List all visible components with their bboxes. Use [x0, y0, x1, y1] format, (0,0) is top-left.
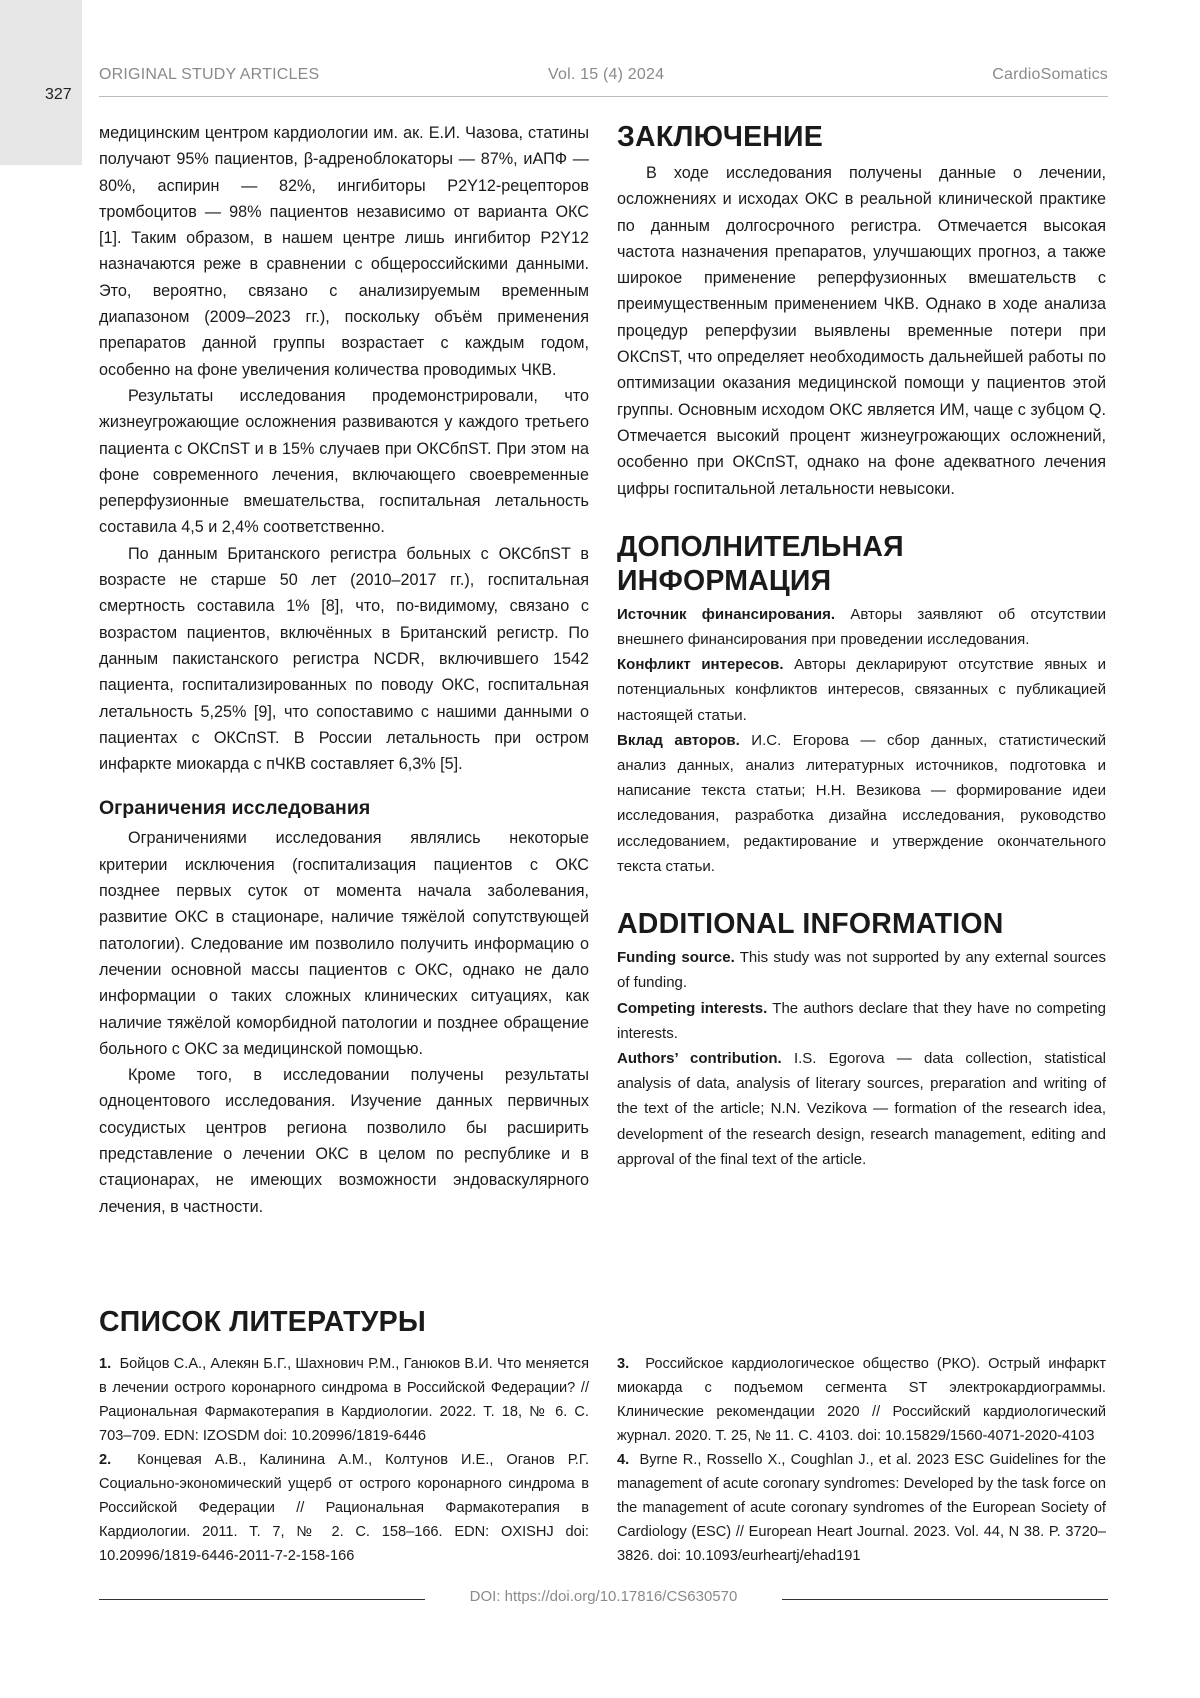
header-journal: CardioSomatics — [992, 66, 1108, 83]
reference-item — [617, 1448, 1106, 1568]
page-footer — [99, 1588, 1108, 1612]
footer-rule-right — [782, 1599, 1108, 1600]
reference-number: 1. — [99, 1356, 112, 1372]
conflict-ru — [617, 652, 1106, 728]
funding-ru-label: Источник финансирования. — [617, 605, 836, 623]
contrib-ru-label: Вклад авторов. — [617, 731, 740, 749]
contrib-en-text: I.S. Egorova — data collection, statistical analysis of data, analysis of literary sources, preparation and writing of the text of the article; N.N. Vezikova — formation of the research idea, development of the research design, research management, editing and approval of the final text of the article. — [617, 1049, 1107, 1168]
reference-item — [99, 1448, 589, 1568]
references-heading: СПИСОК ЛИТЕРАТУРЫ — [99, 1306, 426, 1338]
body-paragraph: Кроме того, в исследовании получены результаты одноцентового исследования. Изучение данных первичных сосудистых центров региона позволило бы расширить представление о лечении ОКС в целом по республике и в стационарах, не имеющих возможности эндоваскулярного лечения, в частности. — [99, 1066, 589, 1216]
reference-number: 2. — [99, 1452, 112, 1468]
conflict-en-label: Competing interests. — [617, 999, 768, 1017]
running-header — [99, 66, 1108, 90]
reference-text: Byrne R., Rossello X., Coughlan J., et al. 2023 ESC Guidelines for the management of acute coronary syndromes: Developed by the task force on the management of acute coronary syndromes of the European Society of Cardiology (ESC) // European Heart Journal. 2023. Vol. 44, N 38. P. 3720–3826. doi: 10.1093/eurheartj/ehad191 — [617, 1452, 1106, 1564]
contrib-ru — [617, 728, 1106, 879]
funding-en-label: Funding source. — [617, 949, 735, 967]
page-side-tab — [0, 0, 82, 165]
additional-info-en-heading: ADDITIONAL INFORMATION — [617, 908, 1004, 941]
funding-ru-text: Авторы заявляют об отсутствии внешнего финансирования при проведении исследования. — [617, 605, 1106, 649]
limitations-heading: Ограничения исследования — [99, 797, 371, 820]
conclusion-paragraph: В ходе исследования получены данные о лечении, осложнениях и исходах ОКС в реальной клинической практике по данным долгосрочного регистра. Отмечается высокая частота назначения препаратов, улучшающих прогноз, а также широкое применение реперфузионных вмешательств с преимущественным применением ЧКВ. Однако в ходе анализа процедур реперфузии выявлены временные потери при ОКСпST, что определяет необходимость дальнейшей работы по оптимизации оказания медицинской помощи у пациентов этой группы. Основным исходом ОКС является ИМ, чаще с зубцом Q. Отмечается высокий процент жизнеугрожающих осложнений, особенно при ОКСпST, однако на фоне адекватного лечения цифры госпитальной летальности невысоки. — [617, 164, 1106, 498]
additional-info-ru-heading: ДОПОЛНИТЕЛЬНАЯ ИНФОРМАЦИЯ — [617, 530, 904, 597]
left-column — [99, 120, 589, 1220]
body-paragraph: Ограничениями исследования являлись некоторые критерии исключения (госпитализация пациентов с ОКС позднее первых суток от момента начала заболевания, развитие ОКС в стационаре, наличие тяжёлой сопутствующей патологии). Следование им позволило получить информацию о лечении основной массы пациентов с ОКС, однако не дало информации о таких сложных клинических ситуациях, как наличие тяжёлой коморбидной патологии и позднее обращение больного с ОКС за медицинской помощью. — [99, 829, 589, 1058]
conflict-en — [617, 996, 1106, 1046]
right-column — [617, 120, 1106, 1172]
references-right — [617, 1352, 1106, 1568]
body-paragraph: По данным Британского регистра больных с ОКСбпST в возрасте не старше 50 лет (2010–2017 гг.), госпитальная смертность составила 1% [8], что, по-видимому, связано с возрастом пациентов, включённых в Британский регистр. По данным пакистанского регистра NCDR, включившего 1542 пациента, госпитализированных по поводу ОКС, госпитальная летальность 5,25% [9], что сопоставимо с нашими данными о пациентах с ОКСпST. В России летальность при остром инфаркте миокарда с пЧКВ составляет 6,3% [5]. — [99, 544, 589, 774]
reference-number: 3. — [617, 1356, 630, 1372]
additional-info-ru — [617, 602, 1106, 879]
references-left — [99, 1352, 589, 1568]
body-paragraph: Результаты исследования продемонстрировали, что жизнеугрожающие осложнения развиваются у каждого третьего пациента с ОКСпST и в 15% случаев при ОКСбпST. При этом на фоне современного лечения, включающего своевременные реперфузионные вмешательства, госпитальная летальность составила 4,5 и 2,4% соответственно. — [99, 386, 589, 537]
contrib-ru-text: И.С. Егорова — сбор данных, статистический анализ данных, анализ литературных источников, подготовка и написание текста статьи; Н.Н. Везикова — формирование идеи исследования, разработка дизайна исследования, руководство исследованием, редактирование и утверждение окончательного текста статьи. — [617, 731, 1107, 875]
contrib-en-label: Authors’ contribution. — [617, 1049, 782, 1067]
funding-en-text: This study was not supported by any external sources of funding. — [617, 949, 1107, 992]
header-section: ORIGINAL STUDY ARTICLES — [99, 66, 320, 83]
reference-number: 4. — [617, 1452, 630, 1468]
footer-doi: DOI: https://doi.org/10.17816/CS630570 — [469, 1588, 738, 1605]
reference-text: Бойцов С.А., Алекян Б.Г., Шахнович Р.М., Ганюков В.И. Что меняется в лечении острого коронарного синдрома в Российской Федерации? // Рациональная Фармакотерапия в Кардиологии. 2022. Т. 18, № 6. С. 703–709. EDN: IZOSDM doi: 10.20996/1819-6446 — [99, 1356, 590, 1444]
funding-en — [617, 945, 1106, 995]
funding-ru — [617, 602, 1106, 652]
reference-item — [617, 1352, 1106, 1448]
contrib-en — [617, 1046, 1106, 1172]
header-volume: Vol. 15 (4) 2024 — [548, 66, 665, 83]
reference-text: Российское кардиологическое общество (РКО). Острый инфаркт миокарда с подъемом сегмента ST электрокардиограммы. Клинические рекомендации 2020 // Российский кардиологический журнал. 2020. Т. 25, № 11. С. 4103. doi: 10.15829/1560-4071-2020-4103 — [617, 1356, 1107, 1444]
additional-info-en — [617, 945, 1106, 1172]
header-divider — [99, 96, 1108, 97]
reference-text: Концевая А.В., Калинина А.М., Колтунов И.Е., Оганов Р.Г. Социально-экономический ущерб от острого коронарного синдрома в Российской Федерации // Рациональная Фармакотерапия в Кардиологии. 2011. Т. 7, № 2. С. 158–166. EDN: OXISHJ doi: 10.20996/1819-6446-2011-7-2-158-166 — [99, 1452, 589, 1564]
reference-item — [99, 1352, 589, 1448]
body-paragraph: медицинским центром кардиологии им. ак. Е.И. Чазова, статины получают 95% пациентов, β-адреноблокаторы — 87%, иАПФ — 80%, аспирин — 82%, ингибиторы P2Y12-рецепторов тромбоцитов — 98% пациентов независимо от варианта ОКС [1]. Таким образом, в нашем центре лишь ингибитор P2Y12 назначаются реже в сравнении с общероссийскими данными. Это, вероятно, связано с анализируемым временным диапазоном (2009–2023 гг.), поскольку объём применения препаратов данной группы возрастает с каждым годом, особенно на фоне увеличения количества проводимых ЧКВ. — [99, 124, 589, 379]
page-number: 327 — [45, 86, 72, 103]
conclusion-heading: ЗАКЛЮЧЕНИЕ — [617, 121, 823, 153]
conflict-ru-label: Конфликт интересов. — [617, 656, 784, 674]
conflict-en-text: The authors declare that they have no competing interests. — [617, 999, 1107, 1042]
conflict-ru-text: Авторы декларируют отсутствие явных и потенциальных конфликтов интересов, связанных с публикацией настоящей статьи. — [617, 656, 1106, 724]
